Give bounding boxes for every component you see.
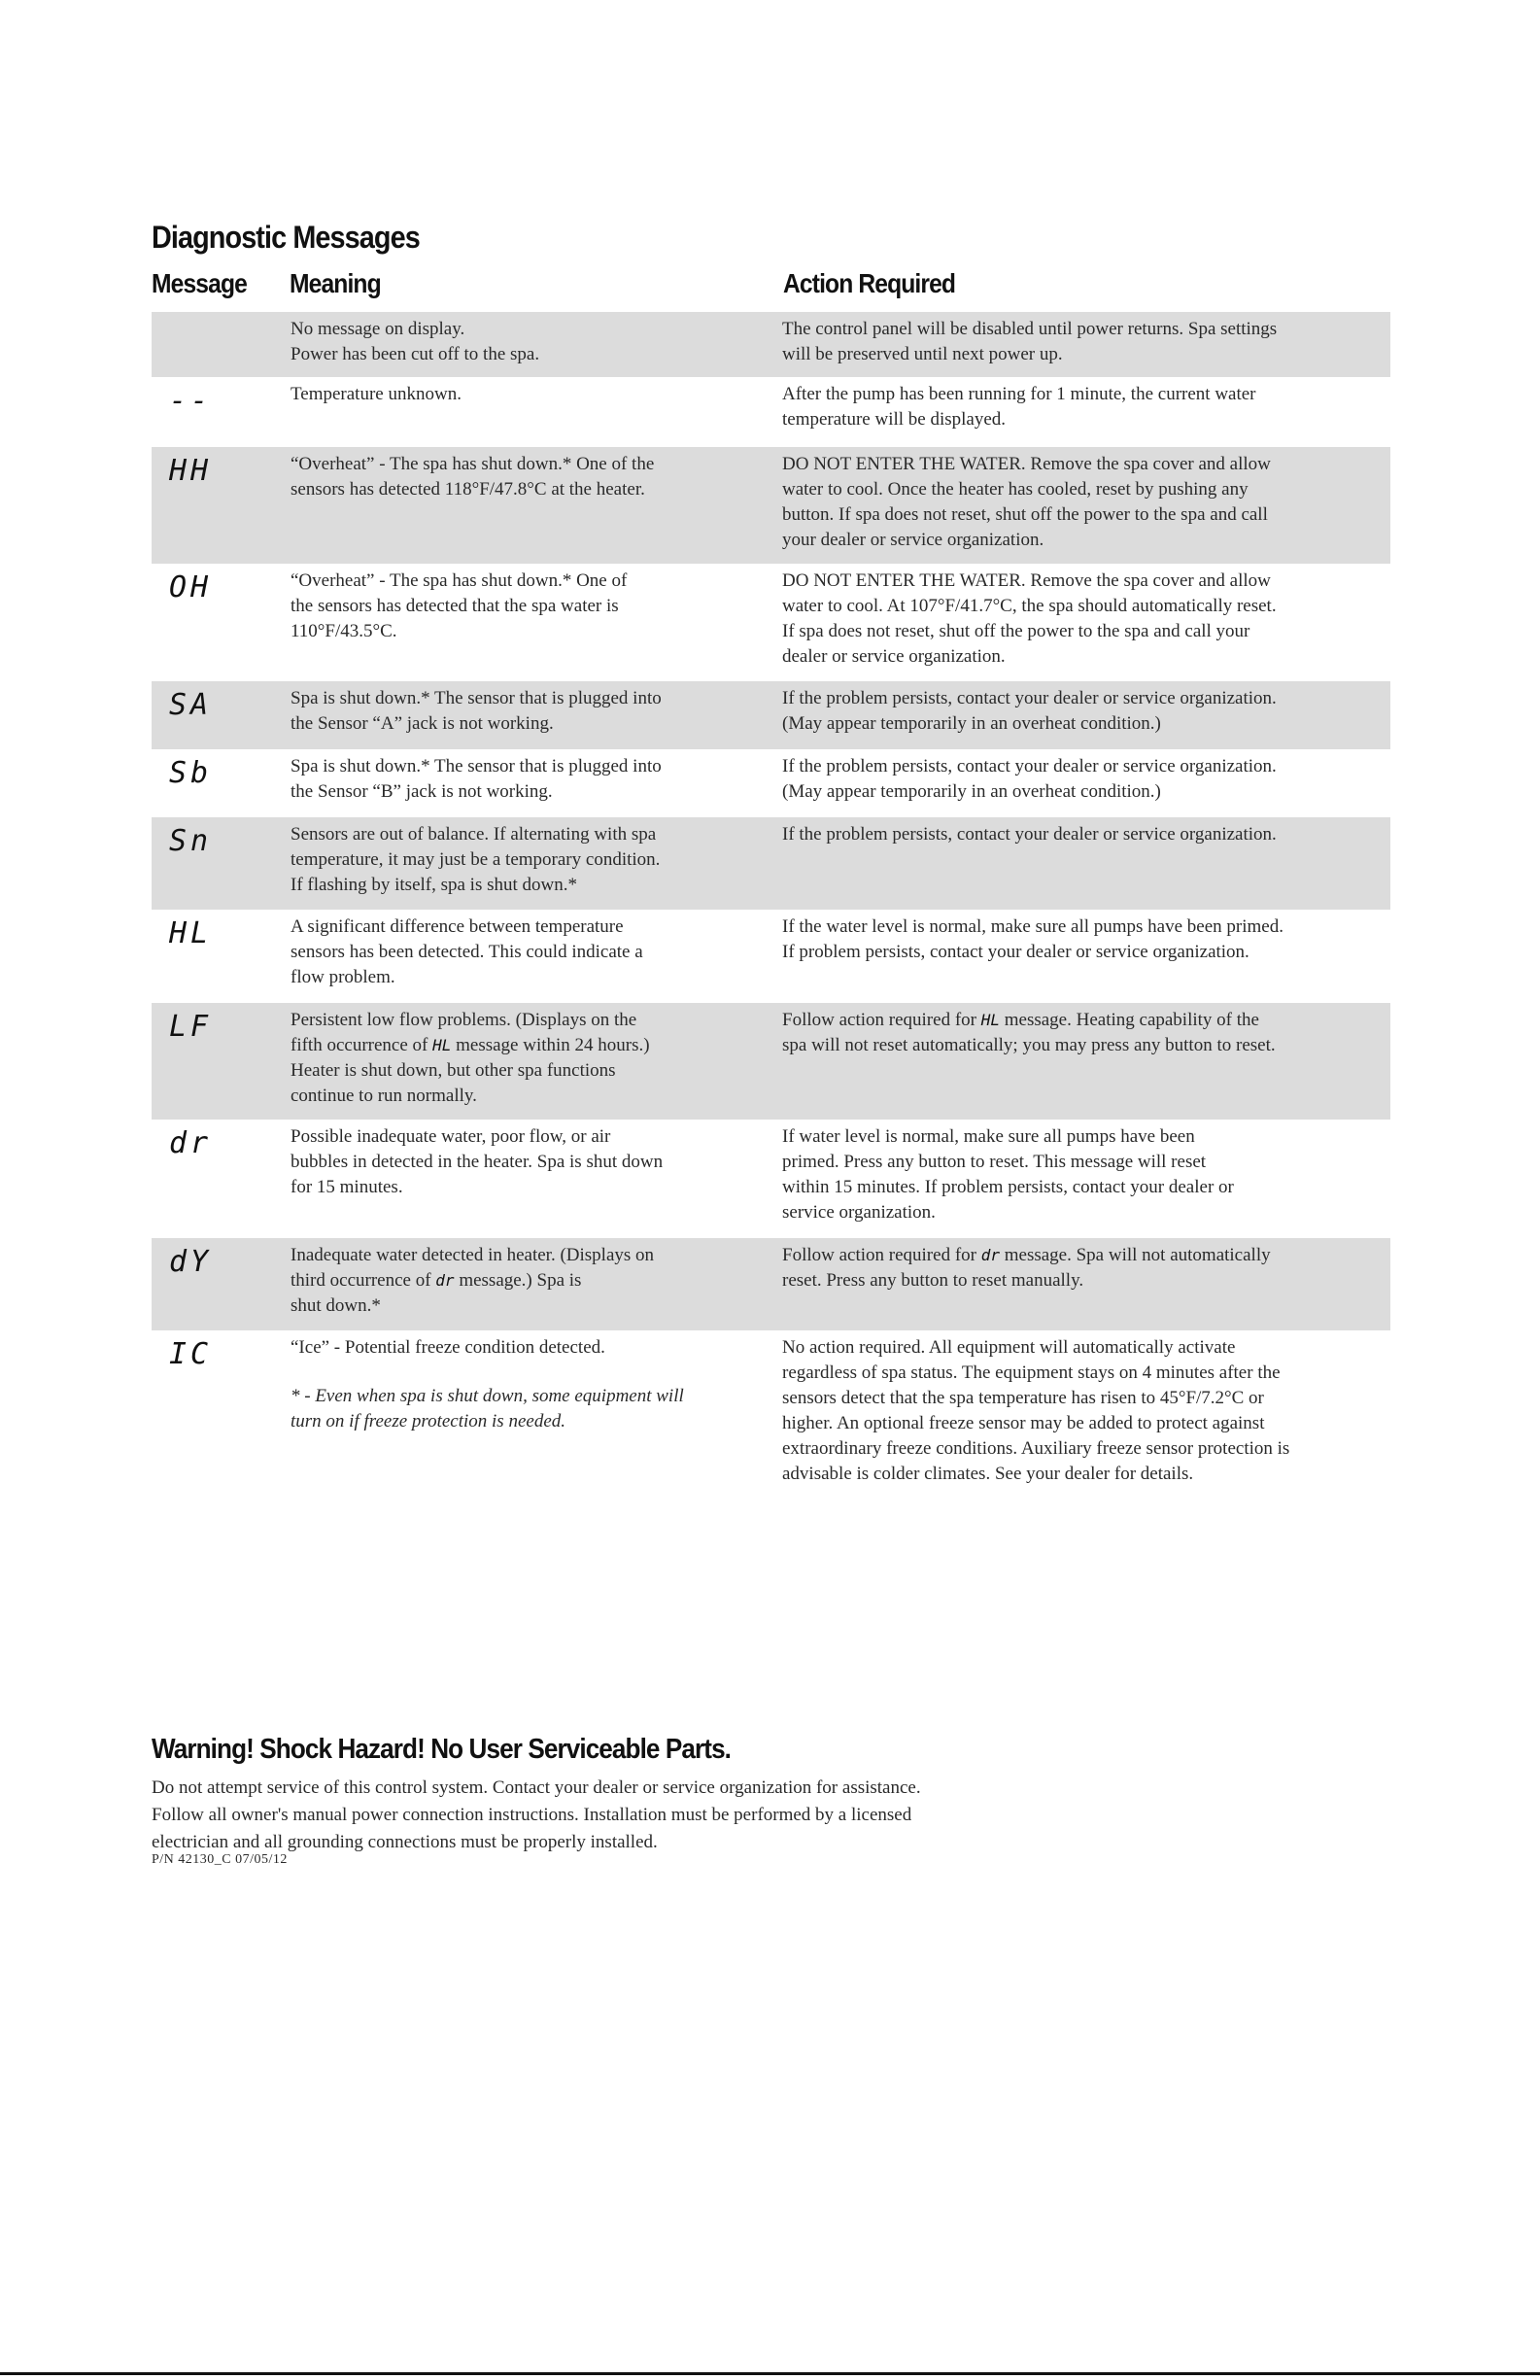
message-code-cell [152,754,291,817]
message-code-cell [152,452,291,564]
action-line: your dealer or service organization. [782,530,1044,550]
action-line: regardless of spa status. The equipment stays on 4 minutes after the [782,1362,1281,1383]
action-cell [782,569,1390,681]
message-code-cell [152,1008,291,1120]
message-code: LF [169,1010,213,1044]
action-line: (May appear temporarily in an overheat condition.) [782,781,1161,802]
meaning-line: Temperature unknown. [291,384,462,404]
meaning-line: Heater is shut down, but other spa functions [291,1060,616,1081]
action-line: No action required. All equipment will automatically activate [782,1337,1236,1358]
table-row [152,910,1390,1003]
action-line: primed. Press any button to reset. This message will reset [782,1152,1207,1172]
action-text: Follow action required for [782,1245,981,1265]
meaning-line: the Sensor “A” jack is not working. [291,713,554,734]
action-line: temperature will be displayed. [782,409,1007,430]
inline-code: dr [435,1271,455,1290]
meaning-text: fifth occurrence of [291,1035,433,1055]
table-row [152,447,1390,564]
meaning-line: “Overheat” - The spa has shut down.* One of the [291,454,655,474]
meaning-cell [291,686,782,749]
meaning-line: No message on display. [291,319,465,339]
message-code: dY [169,1245,213,1279]
message-code: OH [169,570,213,604]
message-code-cell [152,686,291,749]
bottom-rule [0,2372,1540,2375]
action-cell [782,452,1390,564]
action-text: Follow action required for [782,1010,981,1030]
warning-body [152,1775,1123,1856]
action-line [782,1243,1379,1268]
message-code: HH [169,454,213,488]
meaning-line: continue to run normally. [291,1086,477,1106]
meaning-line: bubbles in detected in the heater. Spa is shut down [291,1152,664,1172]
inline-code: dr [980,1246,1000,1264]
column-header-meaning: Meaning [290,268,381,298]
table-row [152,564,1390,681]
meaning-cell [291,754,782,817]
message-code: Sn [169,824,213,858]
action-cell [782,822,1390,910]
action-cell [782,754,1390,817]
message-code-cell [152,914,291,1003]
warning-title: Warning! Shock Hazard! No User Serviceable Parts. [152,1734,732,1765]
table-row [152,1120,1390,1238]
message-code: HL [169,916,213,950]
inline-code: HL [980,1011,1000,1029]
message-code: IC [169,1337,213,1371]
meaning-cell [291,317,782,377]
meaning-line: A significant difference between temperature [291,916,624,937]
footnote-line: turn on if freeze protection is needed. [291,1411,566,1431]
table-row [152,1330,1390,1500]
message-code: SA [169,688,213,722]
meaning-line: Power has been cut off to the spa. [291,344,540,364]
meaning-line: Spa is shut down.* The sensor that is plugged into [291,688,662,708]
message-code: dr [169,1126,213,1160]
action-line: DO NOT ENTER THE WATER. Remove the spa cover and allow [782,570,1271,591]
message-code-cell [152,382,291,447]
part-number: P/N 42130_C 07/05/12 [152,1852,288,1867]
action-line: service organization. [782,1202,936,1223]
meaning-line: for 15 minutes. [291,1177,403,1197]
action-cell [782,382,1390,447]
action-line: reset. Press any button to reset manually. [782,1270,1084,1291]
action-line: water to cool. Once the heater has cooled, reset by pushing any [782,479,1249,500]
action-line: After the pump has been running for 1 minute, the current water [782,384,1256,404]
meaning-cell [291,452,782,564]
action-line: If water level is normal, make sure all pumps have been [782,1126,1195,1147]
diagnostic-table [152,312,1390,1500]
meaning-line: Possible inadequate water, poor flow, or air [291,1126,611,1147]
action-line: water to cool. At 107°F/41.7°C, the spa should automatically reset. [782,596,1277,616]
action-line: DO NOT ENTER THE WATER. Remove the spa cover and allow [782,454,1271,474]
table-row [152,312,1390,377]
action-line: extraordinary freeze conditions. Auxiliary freeze sensor protection is [782,1438,1290,1459]
action-line: If the problem persists, contact your dealer or service organization. [782,756,1277,776]
table-row [152,817,1390,910]
meaning-cell [291,822,782,910]
message-code-cell [152,822,291,910]
meaning-line: “Overheat” - The spa has shut down.* One of [291,570,628,591]
meaning-text: message within 24 hours.) [451,1035,650,1055]
meaning-line: the Sensor “B” jack is not working. [291,781,553,802]
action-line: button. If spa does not reset, shut off the power to the spa and call [782,504,1268,525]
meaning-line: If flashing by itself, spa is shut down.* [291,875,578,895]
message-code-cell [152,569,291,681]
warning-line: Follow all owner's manual power connection instructions. Installation must be performed by a licensed [152,1805,912,1825]
action-cell [782,317,1390,377]
meaning-line: sensors has been detected. This could indicate a [291,942,643,962]
meaning-line: shut down.* [291,1295,381,1316]
meaning-line: Sensors are out of balance. If alternating with spa [291,824,657,845]
action-line: advisable is colder climates. See your dealer for details. [782,1464,1194,1484]
table-row [152,681,1390,749]
message-code-cell [152,1243,291,1330]
message-code: Sb [169,756,213,790]
message-code-cell [152,1335,291,1500]
action-line: If problem persists, contact your dealer or service organization. [782,942,1249,962]
warning-line: Do not attempt service of this control system. Contact your dealer or service organization for assistance. [152,1777,921,1798]
meaning-cell [291,1335,782,1500]
action-line: spa will not reset automatically; you may press any button to reset. [782,1035,1276,1055]
table-row [152,377,1390,447]
meaning-cell [291,1243,782,1330]
meaning-line: “Ice” - Potential freeze condition detected. [291,1337,605,1358]
meaning-cell [291,382,782,447]
meaning-line: Inadequate water detected in heater. (Displays on [291,1245,655,1265]
message-code-cell [152,1124,291,1238]
column-header-message: Message [152,268,247,298]
action-line: If the problem persists, contact your dealer or service organization. [782,824,1277,845]
action-line: within 15 minutes. If problem persists, contact your dealer or [782,1177,1234,1197]
footnote-line: * - Even when spa is shut down, some equipment will [291,1386,684,1406]
warning-line: electrician and all grounding connections must be properly installed. [152,1832,658,1852]
action-line: If spa does not reset, shut off the power to the spa and call your [782,621,1250,641]
action-line: dealer or service organization. [782,646,1006,667]
action-line: If the water level is normal, make sure all pumps have been primed. [782,916,1283,937]
meaning-line: temperature, it may just be a temporary condition. [291,849,661,870]
action-cell [782,686,1390,749]
meaning-line [291,1268,765,1293]
action-line: (May appear temporarily in an overheat condition.) [782,713,1161,734]
meaning-cell [291,914,782,1003]
action-line [782,1008,1379,1033]
inline-code: HL [432,1036,452,1054]
meaning-cell [291,1124,782,1238]
message-code-cell [152,317,291,377]
meaning-line: sensors has detected 118°F/47.8°C at the heater. [291,479,645,500]
action-text: message. Spa will not automatically [1000,1245,1271,1265]
meaning-line: Persistent low flow problems. (Displays on the [291,1010,637,1030]
message-code: -- [169,384,213,418]
action-line: If the problem persists, contact your dealer or service organization. [782,688,1277,708]
action-text: message. Heating capability of the [1000,1010,1259,1030]
action-line: The control panel will be disabled until power returns. Spa settings [782,319,1278,339]
meaning-line: the sensors has detected that the spa water is [291,596,619,616]
table-row [152,1003,1390,1120]
meaning-text: third occurrence of [291,1270,436,1291]
action-line: sensors detect that the spa temperature has risen to 45°F/7.2°C or [782,1388,1264,1408]
meaning-cell [291,569,782,681]
action-line: higher. An optional freeze sensor may be added to protect against [782,1413,1265,1433]
meaning-cell [291,1008,782,1120]
action-cell [782,1243,1390,1330]
meaning-line: 110°F/43.5°C. [291,621,397,641]
action-cell [782,1008,1390,1120]
action-cell [782,1124,1390,1238]
action-cell [782,1335,1390,1500]
meaning-line: flow problem. [291,967,395,987]
meaning-text: message.) Spa is [454,1270,582,1291]
page-title: Diagnostic Messages [152,220,420,255]
action-cell [782,914,1390,1003]
footnote [291,1384,765,1434]
action-line: will be preserved until next power up. [782,344,1063,364]
meaning-line: Spa is shut down.* The sensor that is plugged into [291,756,662,776]
table-row [152,1238,1390,1330]
table-row [152,749,1390,817]
meaning-line [291,1033,765,1058]
column-header-action: Action Required [783,268,956,298]
